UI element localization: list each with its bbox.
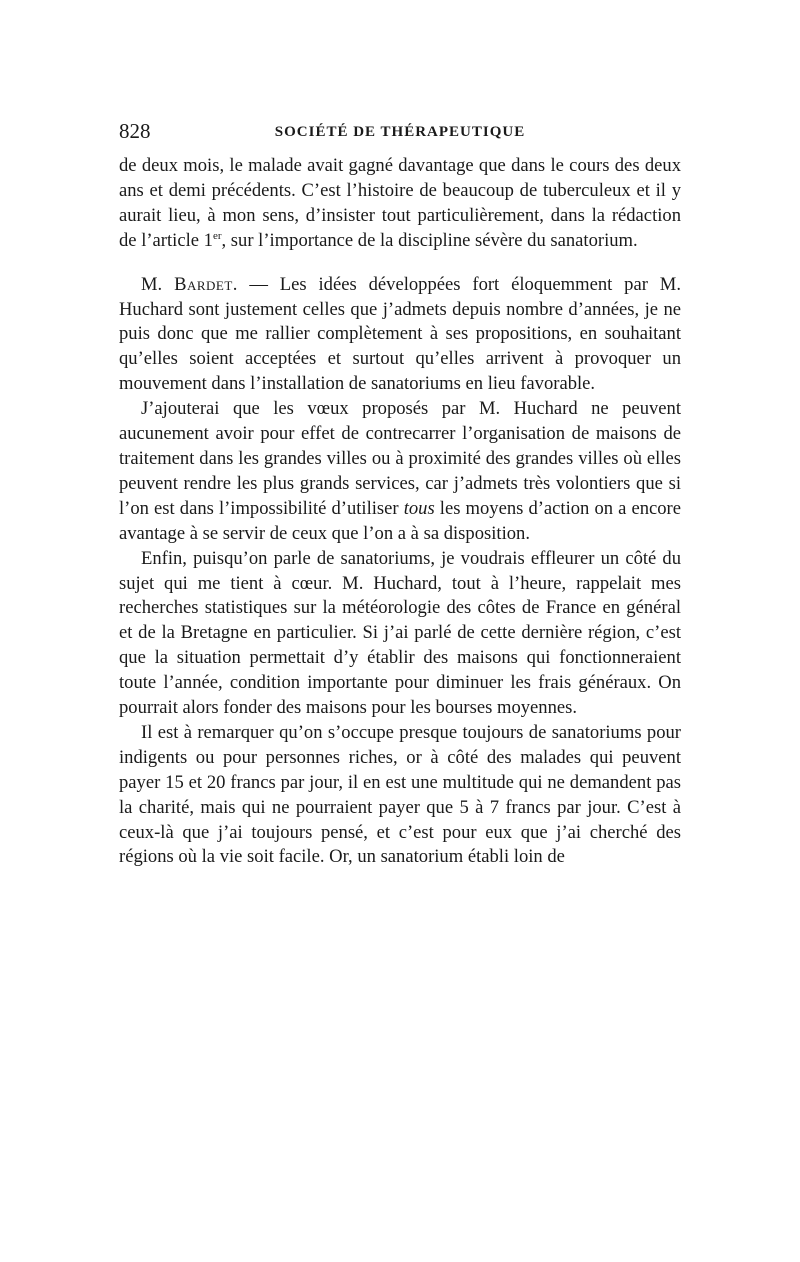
body-text (119, 154, 681, 870)
paragraph-1-text-end: , sur l’importance de la discipline sévère du sanatorium. (221, 229, 638, 251)
page-number: 828 (119, 119, 151, 143)
paragraph-1 (119, 154, 681, 254)
document-page (119, 118, 681, 870)
paragraph-4-text: Enfin, puisqu’on parle de sanatoriums, je voudrais effleurer un côté du sujet qui me tient à cœur. M. Huchard, tout à l’heure, rappelait mes recherches statistiques sur la météorologie des côtes de France en général et de la Bretagne en particulier. Si j’ai parlé de cette dernière région, c’est que la situation permettait d’y établir des maisons qui fonctionneraient toute l’année, condition importante pour diminuer les frais généraux. On pourrait alors fonder des maisons pour les bourses moyennes. (119, 547, 681, 719)
paragraph-2-text: . — Les idées développées fort éloquemment par M. Huchard sont justement celles que j’admets depuis nombre d’années, je ne puis donc que me rallier complètement à ses propositions, en souhaitant qu’elles soient acceptées et surtout qu’elles arrivent à provoquer un mouvement dans l’installation de sanatoriums en lieu favorable. (119, 273, 681, 395)
paragraph-1-text: de deux mois, le malade avait gagné davantage que dans le cours des deux ans et demi précédents. C’est l’histoire de beaucoup de tuberculeux et il y aurait lieu, à mon sens, d’insister tout particulièrement, dans la rédaction de l’article 1 (119, 155, 681, 251)
emphasis-word: tous (403, 497, 435, 519)
paragraph-3-text: J’ajouterai que les vœux proposés par M. Huchard ne peuvent aucunement avoir pour effet de contrecarrer l’organisation de maisons de traitement dans les grandes villes ou à proximité des grandes villes où elles peuvent rendre les plus grands services, car j’admets très volontiers que si l’on est dans l’impossibilité d’utiliser (119, 398, 681, 519)
ordinal-superscript: er (212, 229, 222, 242)
paragraph-4 (119, 547, 681, 721)
paragraph-5-text: Il est à remarquer qu’on s’occupe presque toujours de sanatoriums pour indigents ou pour personnes riches, or à côté des malades qui peuvent payer 15 et 20 francs par jour, il en est une multitude qui ne demandent pas la charité, mais qui ne pourraient payer que 5 à 7 francs par jour. C’est à ceux-là que j’ai toujours pensé, et c’est pour eux que j’ai cherché des régions où la vie soit facile. Or, un sanatorium établi loin de (119, 721, 681, 868)
speaker-prefix: M. (141, 273, 175, 295)
page-header (119, 118, 681, 144)
paragraph-3 (119, 397, 681, 546)
speaker-name: Bardet (174, 273, 233, 295)
running-title: SOCIÉTÉ DE THÉRAPEUTIQUE (274, 124, 526, 140)
paragraph-5 (119, 721, 681, 870)
paragraph-3-text-end: les moyens d’action on a encore avantage à se servir de ceux que l’on a à sa disposition. (119, 497, 682, 544)
paragraph-2 (119, 273, 681, 398)
